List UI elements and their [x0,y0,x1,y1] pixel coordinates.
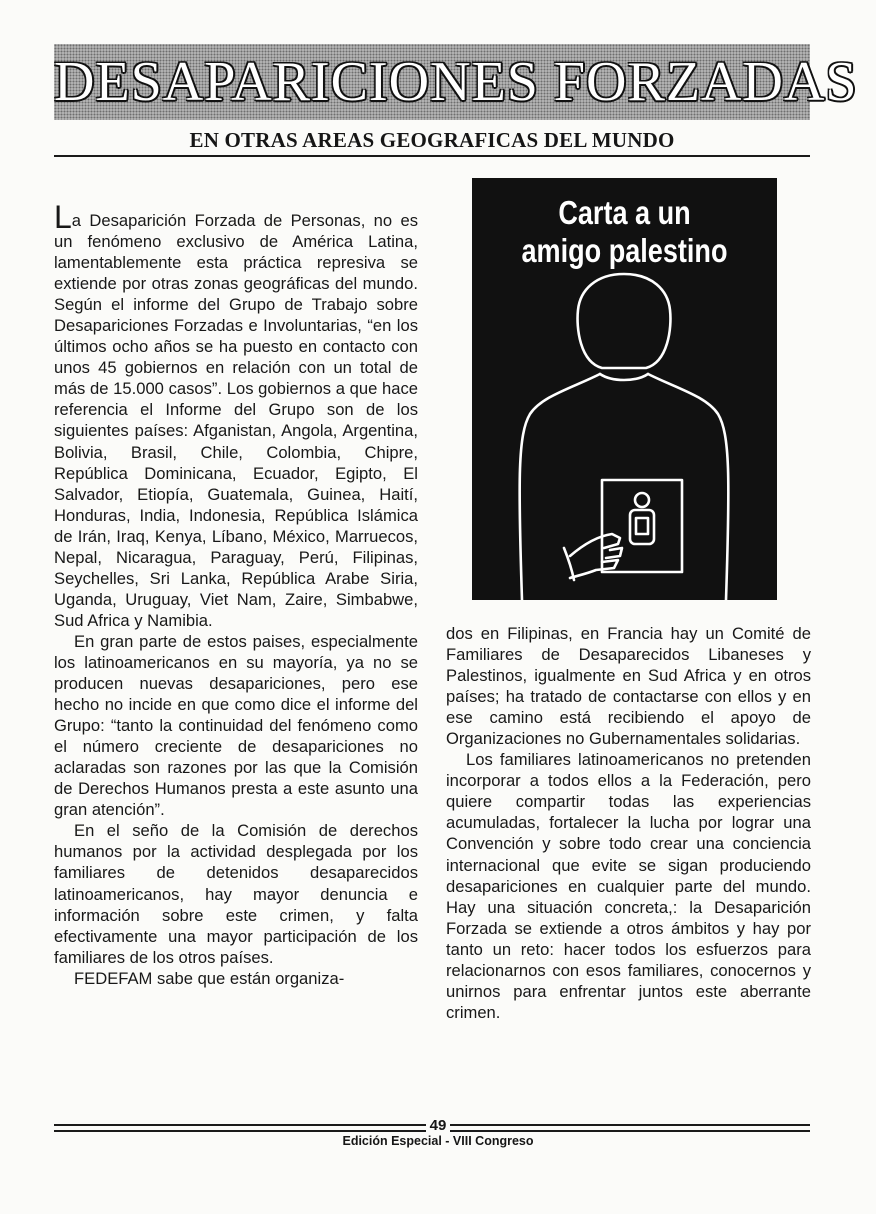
illustration-title-line2: amigo palestino [521,232,728,269]
body-outline-right [648,374,728,600]
article-left-column [54,199,418,989]
header-rule [54,155,810,157]
small-body [630,510,654,544]
article-right-column [446,623,811,1023]
article-paragraph-1 [54,199,418,631]
small-photo [636,518,648,534]
body-outline [520,374,600,600]
article-paragraph-3: En el seño de la Comisión de derechos humanos por la actividad desplegada por los familiares de detenidos desaparecidos latinoamericanos, hay mayor denuncia e información sobre este crimen, y falta efectivamente una mayor participación de los familiares de los otros países. [54,821,418,967]
drop-cap: L [54,199,72,235]
paragraph-1-text: a Desaparición Forzada de Personas, no es un fenómeno exclusivo de América Latina, lamentablemente esta práctica represiva se extiende por otras zonas geográficas del mundo. Según el informe del Grupo de Trabajo sobre Desapariciones Forzadas e Involuntarias, “en los últimos ocho años se ha puesto en contacto con unos 45 gobiernos en relación con un total de más de 15.000 casos”. Los gobiernos a que hace referencia el Informe del Grupo son de los siguientes países: Afganistan, Angola, Argentina, Bolivia, Brasil, Chile, Colombia, Chipre, República Dominicana, Ecuador, Egipto, El Salvador, Etiopía, Guatemala, Guinea, Haití, Honduras, India, Indonesia, República Islámica de Irán, Iraq, Kenya, Líbano, México, Marruecos, Nepal, Nicaragua, Paraguay, Perú, Filipinas, Seychelles, Sri Lanka, República Arabe Siria, Uganda, Uruguay, Viet Nam, Zaire, Simbabwe, Sud Africa y Namibia. [54,211,418,630]
illustration-box [472,178,777,600]
title-banner [54,44,858,120]
head-outline [578,274,671,368]
article-paragraph-4-start: FEDEFAM sabe que están organiza- [74,968,345,988]
page-title: DESAPARICIONES FORZADAS [54,51,858,113]
page-subtitle: EN OTRAS AREAS GEOGRAFICAS DEL MUNDO [189,128,675,152]
page-number-text: 49 [426,1117,451,1134]
neck-line [600,374,648,380]
article-paragraph-2: En gran parte de estos paises, especialmente los latinoamericanos en su mayoría, ya no se producen nuevas desapariciones, pero ese hecho no incide en que como dice el informe del Grupo: “tanto la continuidad del fenómeno como el número creciente de desapariciones no aclaradas son razones por las que la Comisión de Derechos Humanos presta a este asunto una gran atención”. [54,631,418,820]
page-number [0,1117,876,1134]
edition-label: Edición Especial - VIII Congreso [342,1134,534,1148]
illustration-title [499,194,749,270]
small-head [635,493,649,507]
article-paragraph-5: Los familiares latinoamericanos no pretenden incorporar a todos ellos a la Federación, pero quiere compartir todas las experiencias acumuladas, fortalecer la lucha por lograr una Convención y sobre todo crear una conciencia internacional que evite se sigan produciendo desapariciones en cualquier parte del mundo. Hay una situación concreta,: la Desaparición Forzada se extiende a otros ámbitos y hay por tanto un reto: hacer todos los esfuerzos para relacionarnos con esos familiares, conocernos y unirnos para enfrentar juntos este aberrante crimen. [446,750,811,1022]
illustration-title-line1: Carta a un [558,194,691,231]
article-paragraph-4-continued: dos en Filipinas, en Francia hay un Comité de Familiares de Desaparecidos Libaneses y Palestinos, igualmente en Sud Africa y en otros países; ha tratado de contactarse con ellos y en ese camino está recibiendo el apoyo de Organizaciones no Gubernamentales solidarias. [446,624,811,749]
